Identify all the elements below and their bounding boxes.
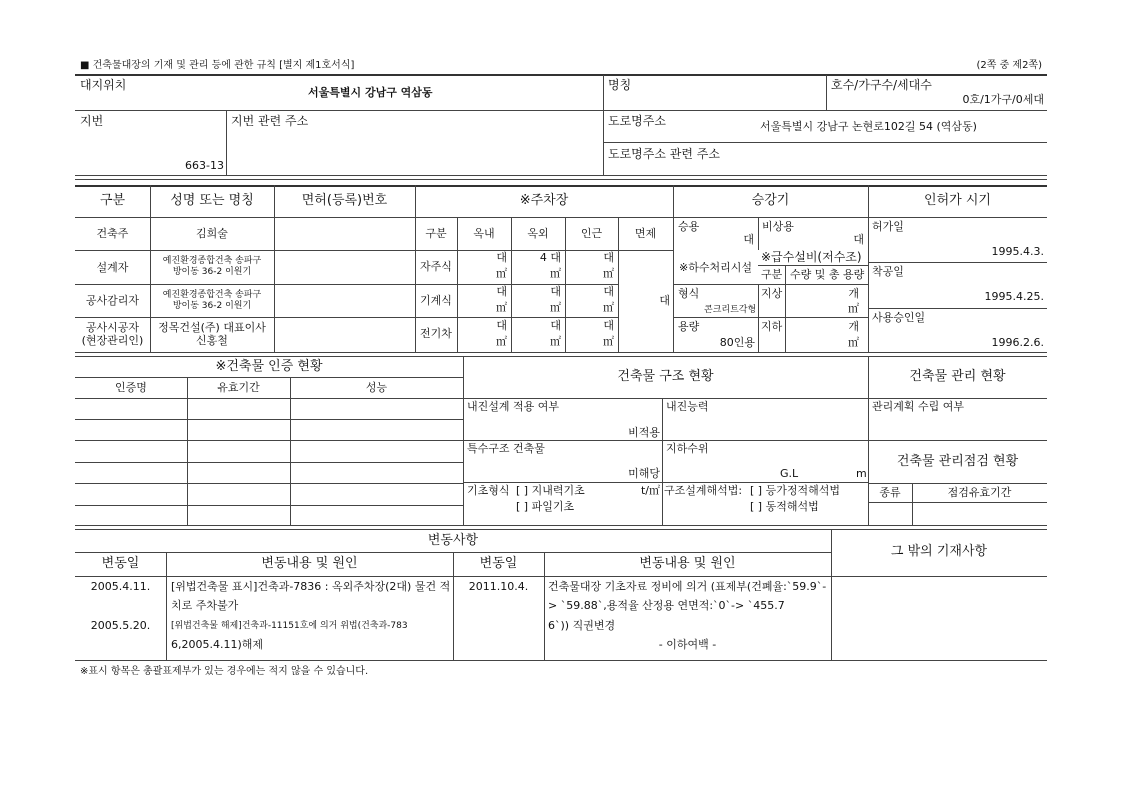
approval-label: 사용승인일 [872, 311, 926, 324]
divider [868, 308, 1047, 309]
divider [463, 398, 1047, 399]
tank-above-sqm: ㎡ [848, 302, 859, 315]
analysis-label: 구조설계해석법: [664, 484, 743, 497]
parking-exempt-value: 대 [659, 294, 670, 307]
sewage-label: ※하수처리시설 [679, 261, 752, 274]
tank-below-count: 개 [848, 320, 859, 333]
parking-cell: 대 [496, 251, 507, 264]
parking-cell: ㎡ [496, 301, 507, 314]
owner-role: 건축주 [96, 227, 129, 240]
elevator-passenger-unit: 대 [743, 233, 754, 246]
permit-title: 인허가 시기 [924, 193, 991, 208]
divider [75, 440, 463, 441]
change-date: 2011.10.4. [468, 580, 529, 593]
divider [75, 175, 1047, 176]
divider [785, 265, 786, 284]
owner-name: 김희술 [196, 227, 228, 240]
parking-cell: ㎡ [550, 267, 561, 280]
divider [603, 75, 604, 175]
site-location-value: 서울특별시 강남구 역삼동 [308, 86, 433, 99]
parking-col-indoor: 옥내 [473, 227, 495, 240]
parking-cell: 대 [550, 319, 561, 332]
road-address-value: 서울특별시 강남구 논현로102길 54 (역삼동) [760, 120, 977, 133]
supervisor-name-line1: 예진환경종합건축 송파구 [162, 290, 262, 300]
foundation-unit: t/㎡ [640, 484, 660, 497]
special-structure-label: 특수구조 건축물 [467, 442, 545, 455]
change-content-line: [위법건축물 표시]건축과-7836 : 옥외주차장(2대) 물건 적 [171, 580, 451, 593]
structure-title: 건축물 구조 현황 [617, 369, 714, 384]
supervisor-role: 공사감리자 [85, 294, 140, 307]
groundwater-unit: m [856, 467, 867, 480]
tank-above-count: 개 [848, 287, 859, 300]
permit-date: 1995.4.3. [991, 245, 1044, 258]
tank-capacity-label: 용량 [678, 320, 700, 333]
site-location-label: 대지위치 [80, 78, 127, 92]
parking-row-self: 자주식 [420, 260, 452, 273]
seismic-label: 내진설계 적용 여부 [467, 400, 560, 413]
elevator-emergency-unit: 대 [853, 233, 864, 246]
divider [75, 576, 1047, 577]
divider [75, 317, 618, 318]
change-content-line: 6`)) 직권변경 [548, 619, 616, 632]
divider [463, 482, 868, 483]
people-col-license: 면허(등록)번호 [301, 193, 388, 208]
divider [75, 377, 463, 378]
changes-col-content-left: 변동내용 및 원인 [261, 556, 358, 571]
end-of-entries: - 이하여백 - [658, 638, 717, 651]
tank-type-value: 콘크리트각형 [704, 305, 757, 315]
elevator-title: 승강기 [751, 193, 790, 208]
contractor-role-line2: (현장관리인) [81, 334, 144, 347]
lot-label: 지번 [80, 114, 104, 128]
parking-row-mech: 기계식 [420, 294, 452, 307]
parking-cell: ㎡ [603, 267, 614, 280]
top-border [75, 74, 1047, 76]
parking-cell: 대 [603, 319, 614, 332]
lot-related-label: 지번 관련 주소 [231, 114, 309, 128]
change-date: 2005.5.20. [90, 619, 151, 632]
divider [75, 419, 463, 420]
water-supply-label: ※급수설비(저수조) [761, 250, 862, 264]
change-content-line: 치로 주차불가 [171, 599, 239, 612]
divider [75, 185, 1047, 187]
changes-col-content-right: 변동내용 및 원인 [639, 556, 736, 571]
water-supply-capacity: 수량 및 총 용량 [790, 268, 865, 281]
parking-title: ※주차장 [519, 193, 569, 208]
elevator-emergency-label: 비상용 [762, 220, 794, 233]
people-col-division: 구분 [99, 193, 126, 208]
inspection-col-period: 점검유효기간 [947, 486, 1012, 499]
parking-cell: 대 [550, 285, 561, 298]
divider [75, 483, 463, 484]
divider [75, 284, 618, 285]
foundation-label: 기초형식 [467, 484, 510, 497]
divider [868, 262, 1047, 263]
management-plan-label: 관리계획 수립 여부 [872, 400, 965, 413]
divider [75, 398, 463, 399]
divider [868, 483, 1047, 484]
water-supply-division: 구분 [761, 268, 783, 281]
parking-col-outdoor: 옥외 [527, 227, 549, 240]
changes-title: 변동사항 [427, 533, 479, 548]
foundation-option-pile: [ ] 파일기초 [516, 500, 575, 513]
divider [868, 502, 1047, 503]
start-date: 1995.4.25. [984, 290, 1044, 303]
parking-cell: 대 [496, 285, 507, 298]
supervisor-name-line2: 방이동 36-2 이원기 [172, 301, 252, 311]
groundwater-label: 지하수위 [666, 442, 709, 455]
divider [187, 377, 188, 525]
divider [75, 660, 1047, 661]
parking-cell: ㎡ [550, 335, 561, 348]
divider [758, 284, 759, 352]
divider [75, 110, 1047, 111]
parking-cell-outdoor-self: 4 대 [539, 251, 561, 264]
tank-capacity-value: 80인용 [719, 336, 755, 349]
parking-col-nearby: 인근 [580, 227, 603, 240]
tank-type-label: 형식 [678, 287, 700, 300]
inspection-col-type: 종류 [879, 486, 901, 499]
divider [662, 398, 663, 525]
parking-cell: ㎡ [603, 335, 614, 348]
elevator-passenger-label: 승용 [678, 220, 700, 233]
divider [673, 185, 674, 352]
analysis-option-dynamic: [ ] 동적해석법 [750, 500, 819, 513]
inspection-title: 건축물 관리점검 현황 [896, 454, 1019, 469]
parking-cell: ㎡ [496, 335, 507, 348]
site-name-label: 명칭 [608, 78, 632, 92]
change-content-line: [위법건축물 해제]건축과-11151호에 의거 위법(건축과-783 [171, 621, 408, 631]
divider [75, 525, 1047, 526]
divider [75, 179, 1047, 180]
divider [75, 250, 673, 251]
divider [75, 462, 463, 463]
units-label: 호수/가구수/세대수 [831, 78, 932, 92]
divider [75, 352, 1047, 353]
divider [75, 356, 1047, 357]
divider [673, 317, 868, 318]
road-address-label: 도로명주소 [608, 114, 666, 128]
parking-cell: ㎡ [496, 267, 507, 280]
divider [603, 142, 1047, 143]
divider [290, 377, 291, 525]
analysis-option-static: [ ] 등가정적해석법 [750, 484, 840, 497]
changes-col-date-right: 변동일 [479, 556, 518, 571]
parking-cell: ㎡ [603, 301, 614, 314]
road-related-label: 도로명주소 관련 주소 [608, 147, 720, 161]
divider [673, 284, 868, 285]
management-title: 건축물 관리 현황 [909, 369, 1006, 384]
divider [868, 185, 869, 352]
parking-col-division: 구분 [425, 227, 447, 240]
seismic-value: 비적용 [628, 426, 660, 439]
footer-note: ※표시 항목은 총괄표제부가 있는 경우에는 적지 않을 수 있습니다. [80, 666, 369, 677]
special-structure-value: 미해당 [628, 467, 660, 480]
divider [75, 529, 1047, 530]
seismic-capacity-label: 내진능력 [666, 400, 709, 413]
people-col-name: 성명 또는 명칭 [170, 193, 254, 208]
divider [274, 185, 275, 352]
divider [226, 110, 227, 175]
cert-title: ※건축물 인증 현황 [215, 359, 323, 374]
units-value: 0호/1가구/0세대 [962, 93, 1044, 106]
divider [75, 217, 1047, 218]
parking-cell: 대 [603, 251, 614, 264]
tank-above-label: 지상 [761, 287, 783, 300]
divider [758, 265, 868, 266]
change-date: 2005.4.11. [90, 580, 151, 593]
groundwater-gl: G.L [780, 467, 799, 480]
regulation-title: ■ 건축물대장의 기재 및 관리 등에 관한 규칙 [별지 제1호서식] [80, 60, 355, 71]
cert-col-period: 유효기간 [217, 381, 260, 394]
lot-value: 663-13 [185, 159, 224, 172]
page-indicator: (2쪽 중 제2쪽) [976, 60, 1042, 71]
designer-role: 설계자 [96, 261, 129, 274]
contractor-role-line1: 공사시공자 [85, 321, 140, 334]
change-content-line: > `59.88`,용적율 산정용 연면적:`0`-> `455.7 [548, 599, 785, 612]
divider [826, 75, 827, 110]
foundation-option-bearing: [ ] 지내력기초 [516, 484, 585, 497]
permit-label: 허가일 [872, 220, 904, 233]
tank-below-label: 지하 [761, 320, 783, 333]
parking-cell: 대 [603, 285, 614, 298]
contractor-name-line1: 정목건설(주) 대표이사 [158, 321, 266, 334]
start-label: 착공일 [872, 265, 904, 278]
other-items-title: 그 밖의 기재사항 [890, 544, 988, 559]
parking-row-elec: 전기차 [420, 327, 452, 340]
change-content-line: 6,2005.4.11)해제 [171, 638, 264, 651]
parking-cell: ㎡ [550, 301, 561, 314]
parking-col-exempt: 면제 [634, 227, 657, 240]
changes-col-date-left: 변동일 [101, 556, 140, 571]
parking-cell: 대 [496, 319, 507, 332]
designer-name-line1: 예진환경종합건축 송파구 [162, 256, 262, 266]
divider [75, 505, 463, 506]
contractor-name-line2: 신홍철 [196, 334, 228, 347]
designer-name-line2: 방이동 36-2 이원기 [172, 267, 252, 277]
divider [463, 440, 1047, 441]
change-content-line: 건축물대장 기초자료 정비에 의거 (표제부(건폐율:`59.9`- [548, 580, 827, 593]
tank-below-sqm: ㎡ [848, 336, 859, 349]
approval-date: 1996.2.6. [991, 336, 1044, 349]
cert-col-performance: 성능 [365, 381, 388, 394]
cert-col-name: 인증명 [115, 381, 147, 394]
